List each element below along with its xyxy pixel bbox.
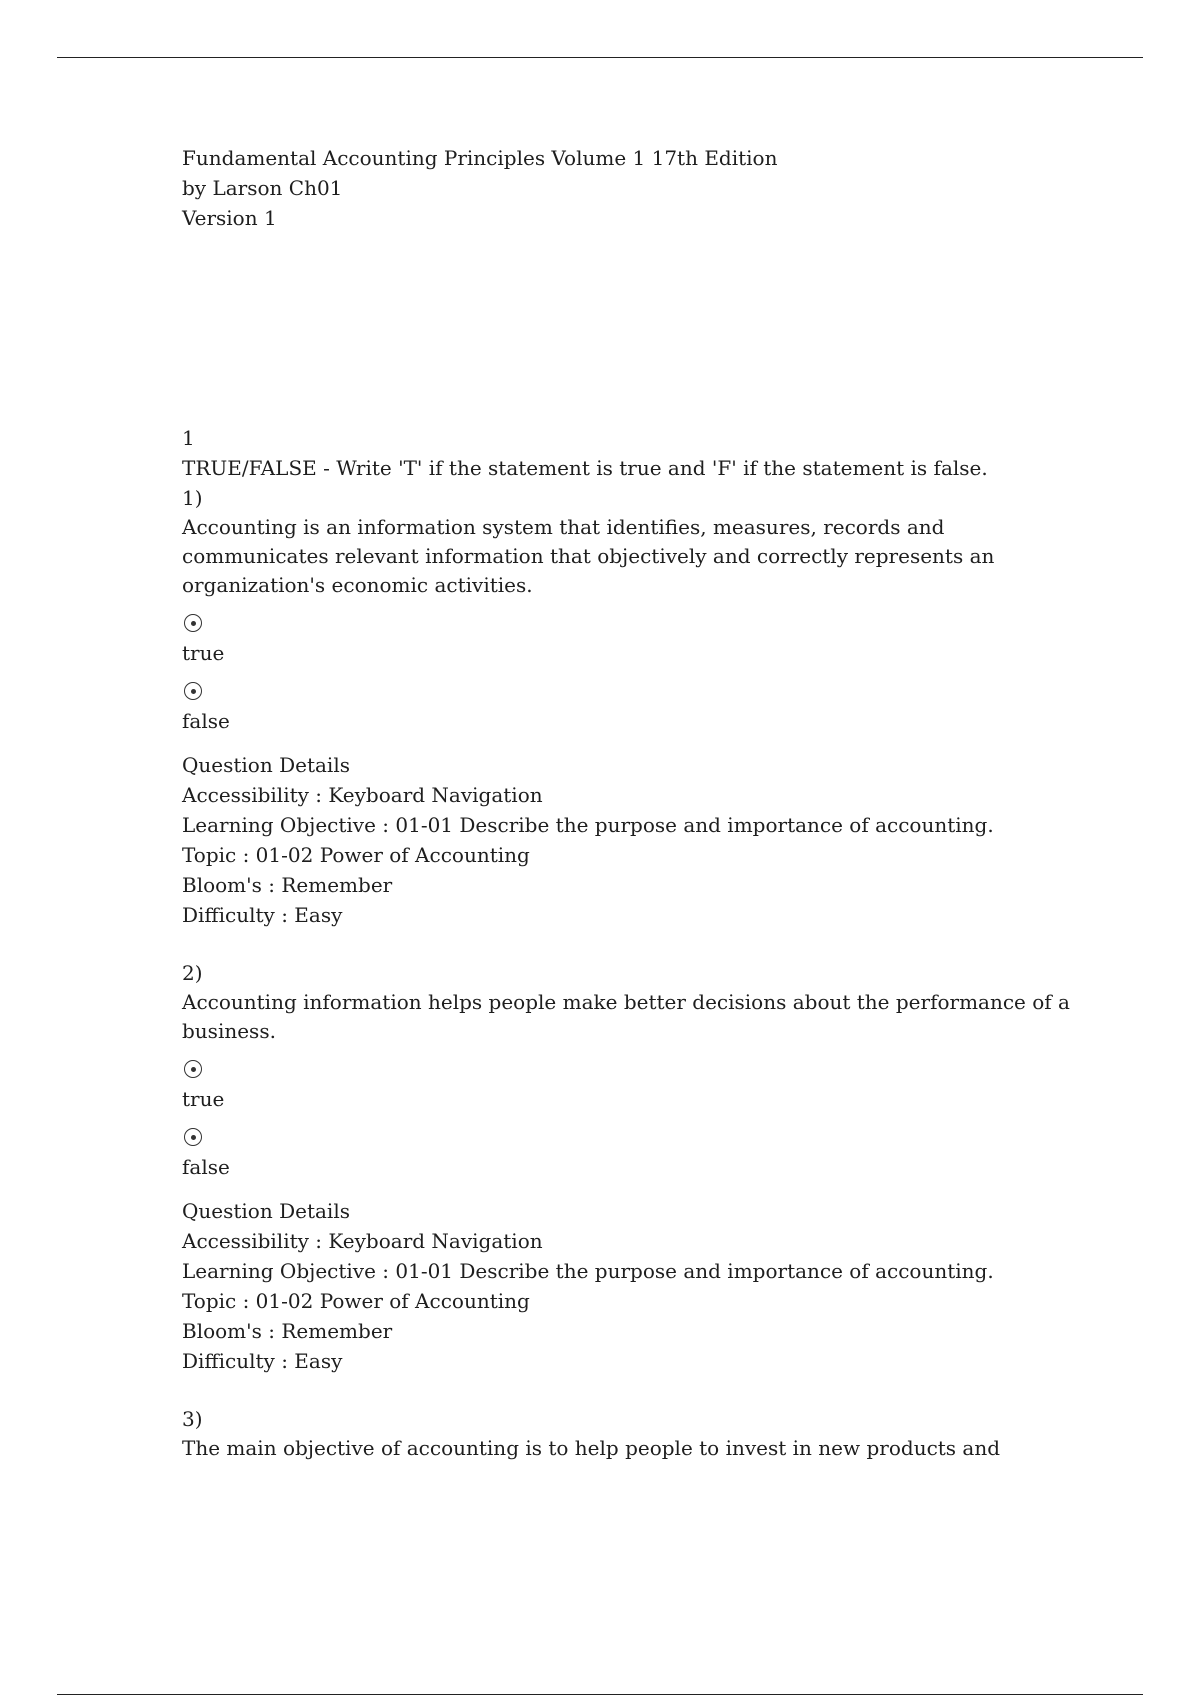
section-number: 1	[182, 426, 195, 450]
details-blooms: Bloom's : Remember	[182, 873, 393, 897]
section-instructions: TRUE/FALSE - Write 'T' if the statement is true and 'F' if the statement is false.	[182, 456, 988, 480]
option-false[interactable]	[182, 1128, 1082, 1182]
radio-icon[interactable]	[184, 1060, 202, 1078]
question-1	[182, 483, 1082, 930]
details-topic: Topic : 01-02 Power of Accounting	[182, 1289, 530, 1313]
bottom-rule	[57, 1694, 1143, 1695]
document-author: by Larson Ch01	[182, 176, 343, 200]
radio-icon[interactable]	[184, 614, 202, 632]
question-details	[182, 750, 1082, 930]
details-blooms: Bloom's : Remember	[182, 1319, 393, 1343]
details-learning-objective: Learning Objective : 01-01 Describe the purpose and importance of accounting.	[182, 1259, 994, 1283]
radio-icon[interactable]	[184, 1128, 202, 1146]
option-label: true	[182, 1087, 225, 1111]
radio-icon[interactable]	[184, 682, 202, 700]
details-difficulty: Difficulty : Easy	[182, 1349, 343, 1373]
question-text: The main objective of accounting is to help people to invest in new products and	[182, 1436, 1001, 1460]
top-rule	[57, 57, 1143, 58]
details-learning-objective: Learning Objective : 01-01 Describe the purpose and importance of accounting.	[182, 813, 994, 837]
option-label: true	[182, 641, 225, 665]
details-accessibility: Accessibility : Keyboard Navigation	[182, 1229, 543, 1253]
question-number: 3)	[182, 1407, 203, 1431]
document-title: Fundamental Accounting Principles Volume 1 17th Edition	[182, 146, 778, 170]
question-text: Accounting is an information system that identifies, measures, records and communicates relevant information that objectively and correctly represents an organization's economic activities.	[182, 515, 995, 597]
question-number: 2)	[182, 961, 203, 985]
question-details	[182, 1196, 1082, 1376]
document-header	[182, 143, 1082, 233]
question-text: Accounting information helps people make better decisions about the performance of a business.	[182, 990, 1070, 1043]
document-body	[182, 143, 1082, 1463]
option-false[interactable]	[182, 682, 1082, 736]
option-label: false	[182, 709, 230, 733]
details-topic: Topic : 01-02 Power of Accounting	[182, 843, 530, 867]
option-true[interactable]	[182, 1060, 1082, 1114]
document-version: Version 1	[182, 206, 277, 230]
details-accessibility: Accessibility : Keyboard Navigation	[182, 783, 543, 807]
details-heading: Question Details	[182, 753, 350, 777]
option-label: false	[182, 1155, 230, 1179]
question-3	[182, 1404, 1082, 1463]
option-true[interactable]	[182, 614, 1082, 668]
details-heading: Question Details	[182, 1199, 350, 1223]
section-header	[182, 423, 1082, 483]
question-2	[182, 958, 1082, 1376]
question-number: 1)	[182, 486, 203, 510]
details-difficulty: Difficulty : Easy	[182, 903, 343, 927]
